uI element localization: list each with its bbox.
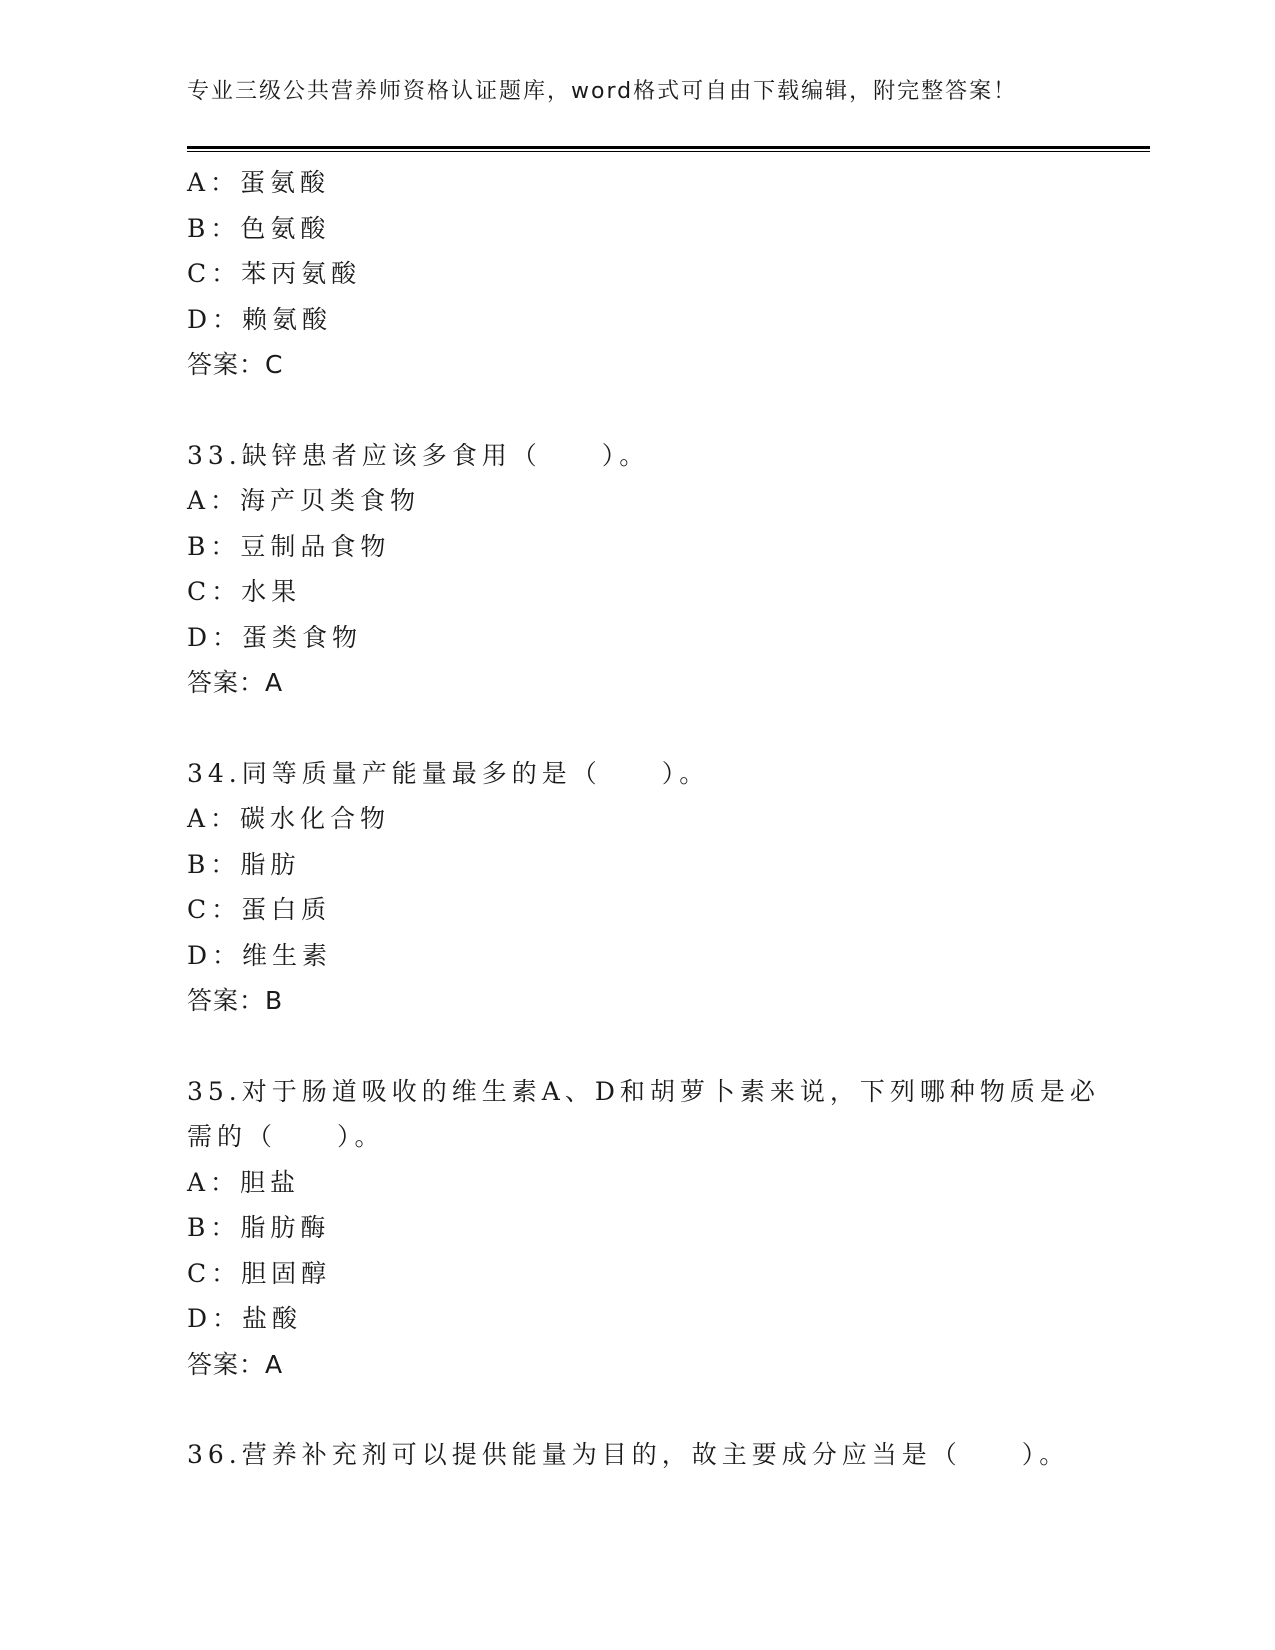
answer: 答案：B (187, 986, 284, 1015)
header-rule-thick (187, 146, 1150, 149)
option-c: C：苯丙氨酸 (187, 259, 362, 288)
question-stem: 33.缺锌患者应该多食用（ ）。 (187, 440, 650, 470)
question-stem-line-1: 35.对于肠道吸收的维生素A、D和胡萝卜素来说，下列哪种物质是必 (187, 1076, 1100, 1106)
option-b: B：脂肪酶 (187, 1213, 331, 1242)
option-a: A：海产贝类食物 (187, 486, 421, 515)
spacer (187, 1024, 1087, 1069)
question-36-block (187, 1432, 1087, 1478)
option-c: C：蛋白质 (187, 895, 332, 924)
spacer (187, 1387, 1087, 1432)
question-stem-line-2: 需的（ ）。 (187, 1122, 385, 1151)
answer: 答案：A (187, 668, 284, 697)
question-33-block (187, 433, 1087, 706)
option-b: B：豆制品食物 (187, 531, 391, 561)
answer: 答案：A (187, 1349, 284, 1379)
option-b: B：脂肪 (187, 849, 301, 879)
page-header-text: 专业三级公共营养师资格认证题库，word格式可自由下载编辑，附完整答案！ (187, 79, 1018, 104)
question-34-block (187, 751, 1087, 1024)
option-d: D：赖氨酸 (187, 304, 333, 334)
spacer (187, 388, 1087, 433)
option-b: B：色氨酸 (187, 213, 331, 243)
question-list (187, 160, 1100, 1478)
header-rule-thin (187, 151, 1150, 152)
option-c: C：水果 (187, 577, 302, 606)
option-a: A：碳水化合物 (187, 804, 391, 833)
question-32-block (187, 160, 1087, 388)
question-35-block (187, 1069, 1100, 1388)
answer: 答案：C (187, 350, 284, 379)
spacer (187, 706, 1087, 751)
question-stem: 34.同等质量产能量最多的是（ ）。 (187, 758, 710, 788)
option-c: C：胆固醇 (187, 1258, 332, 1288)
option-d: D：维生素 (187, 940, 333, 970)
option-a: A：蛋氨酸 (187, 168, 331, 197)
option-d: D：蛋类食物 (187, 622, 363, 652)
question-stem: 36.营养补充剂可以提供能量为目的，故主要成分应当是（ ）。 (187, 1440, 1070, 1469)
option-a: A：胆盐 (187, 1167, 301, 1197)
option-d: D：盐酸 (187, 1304, 303, 1333)
